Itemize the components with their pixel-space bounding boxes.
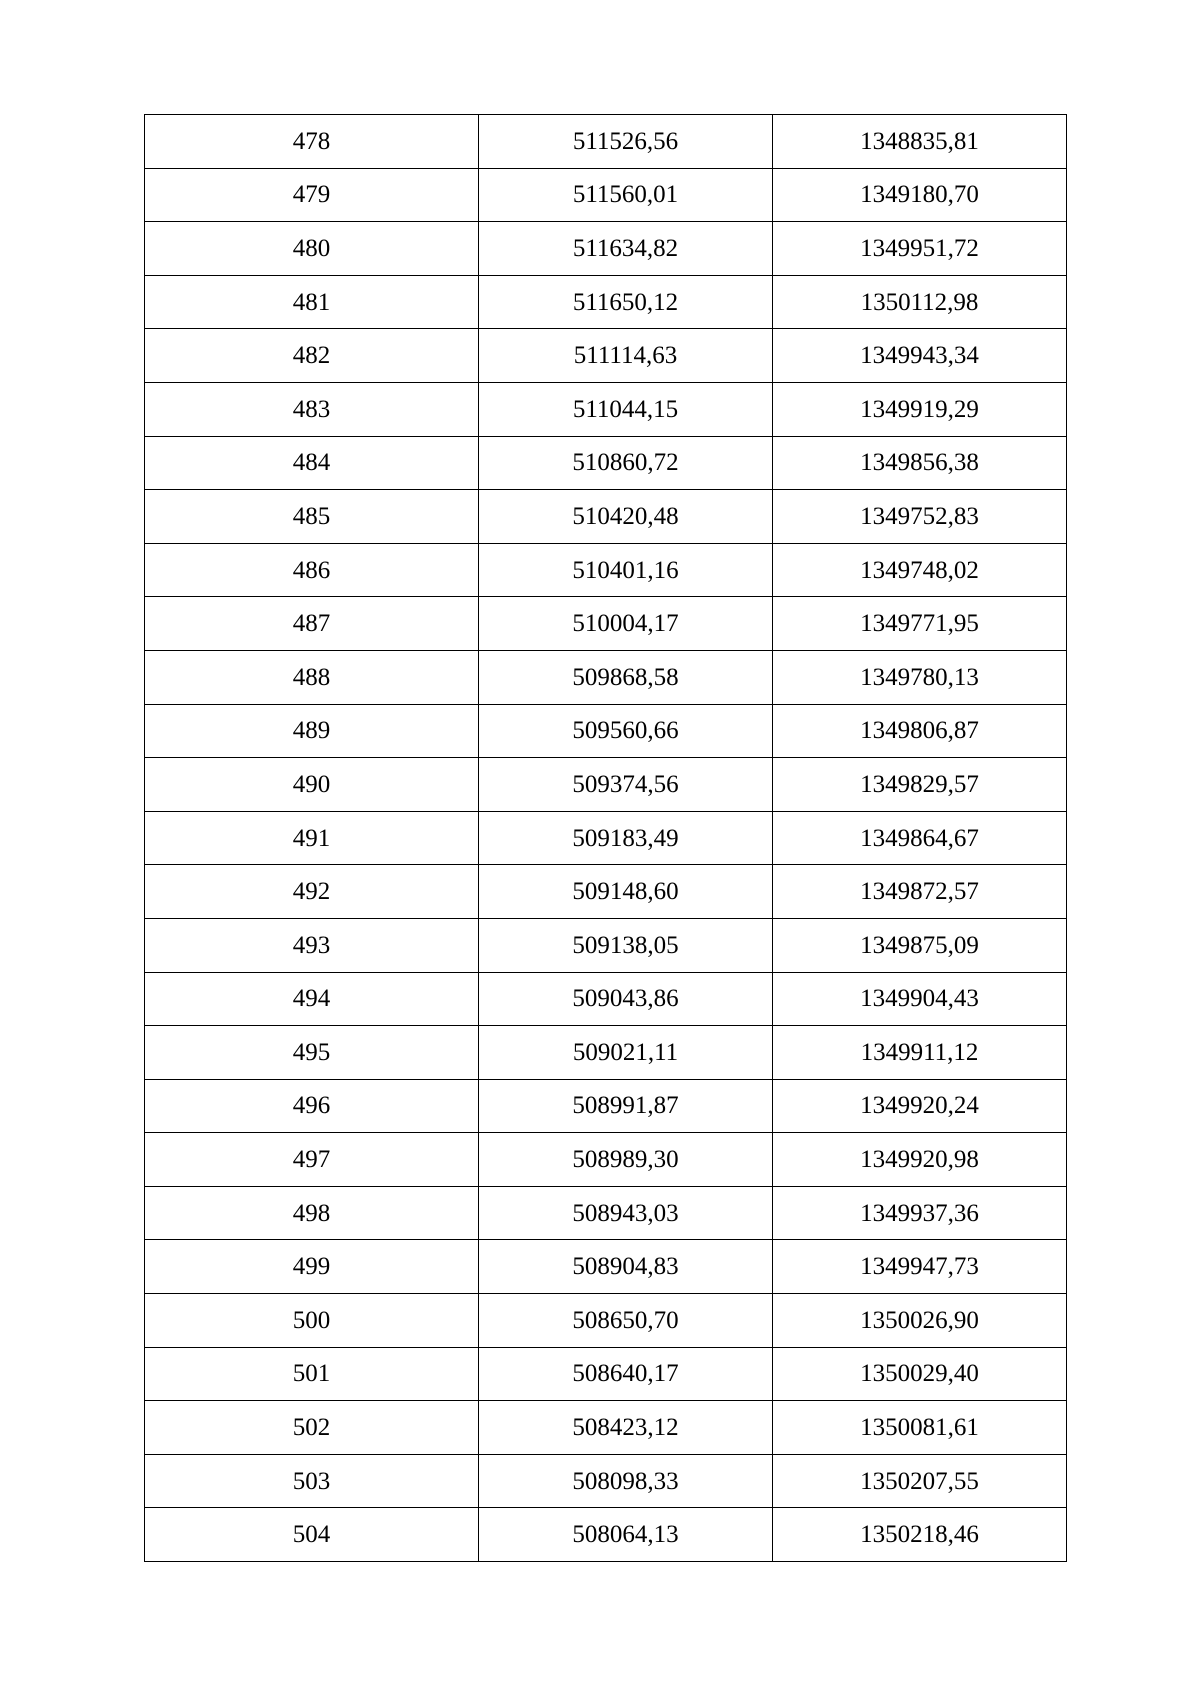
y-coordinate-cell: 1350029,40 bbox=[773, 1347, 1067, 1401]
x-coordinate-cell: 508098,33 bbox=[479, 1454, 773, 1508]
x-coordinate-cell: 510860,72 bbox=[479, 436, 773, 490]
x-coordinate-cell: 510401,16 bbox=[479, 543, 773, 597]
table-row bbox=[145, 1186, 1067, 1240]
table-row bbox=[145, 382, 1067, 436]
y-coordinate-cell: 1349951,72 bbox=[773, 222, 1067, 276]
point-number-cell: 478 bbox=[145, 115, 479, 169]
x-coordinate-cell: 511526,56 bbox=[479, 115, 773, 169]
point-number-cell: 484 bbox=[145, 436, 479, 490]
y-coordinate-cell: 1349919,29 bbox=[773, 382, 1067, 436]
point-number-cell: 491 bbox=[145, 811, 479, 865]
y-coordinate-cell: 1349904,43 bbox=[773, 972, 1067, 1026]
y-coordinate-cell: 1349780,13 bbox=[773, 650, 1067, 704]
table-row bbox=[145, 704, 1067, 758]
y-coordinate-cell: 1350026,90 bbox=[773, 1294, 1067, 1348]
y-coordinate-cell: 1349856,38 bbox=[773, 436, 1067, 490]
point-number-cell: 504 bbox=[145, 1508, 479, 1562]
point-number-cell: 481 bbox=[145, 275, 479, 329]
table-row bbox=[145, 1026, 1067, 1080]
x-coordinate-cell: 508640,17 bbox=[479, 1347, 773, 1401]
x-coordinate-cell: 510420,48 bbox=[479, 490, 773, 544]
x-coordinate-cell: 511044,15 bbox=[479, 382, 773, 436]
y-coordinate-cell: 1349947,73 bbox=[773, 1240, 1067, 1294]
y-coordinate-cell: 1349748,02 bbox=[773, 543, 1067, 597]
x-coordinate-cell: 509148,60 bbox=[479, 865, 773, 919]
point-number-cell: 502 bbox=[145, 1401, 479, 1455]
point-number-cell: 487 bbox=[145, 597, 479, 651]
table-row bbox=[145, 1133, 1067, 1187]
point-number-cell: 493 bbox=[145, 918, 479, 972]
point-number-cell: 498 bbox=[145, 1186, 479, 1240]
x-coordinate-cell: 509560,66 bbox=[479, 704, 773, 758]
y-coordinate-cell: 1349864,67 bbox=[773, 811, 1067, 865]
x-coordinate-cell: 511650,12 bbox=[479, 275, 773, 329]
y-coordinate-cell: 1349943,34 bbox=[773, 329, 1067, 383]
x-coordinate-cell: 511114,63 bbox=[479, 329, 773, 383]
x-coordinate-cell: 511560,01 bbox=[479, 168, 773, 222]
y-coordinate-cell: 1349937,36 bbox=[773, 1186, 1067, 1240]
table-row bbox=[145, 1454, 1067, 1508]
table-row bbox=[145, 1294, 1067, 1348]
x-coordinate-cell: 509868,58 bbox=[479, 650, 773, 704]
x-coordinate-cell: 509138,05 bbox=[479, 918, 773, 972]
point-number-cell: 496 bbox=[145, 1079, 479, 1133]
table-row bbox=[145, 490, 1067, 544]
point-number-cell: 503 bbox=[145, 1454, 479, 1508]
table-row bbox=[145, 1347, 1067, 1401]
table-row bbox=[145, 1240, 1067, 1294]
table-row bbox=[145, 597, 1067, 651]
y-coordinate-cell: 1349920,98 bbox=[773, 1133, 1067, 1187]
table-row bbox=[145, 1508, 1067, 1562]
table-row bbox=[145, 543, 1067, 597]
point-number-cell: 479 bbox=[145, 168, 479, 222]
table-row bbox=[145, 275, 1067, 329]
table-row bbox=[145, 918, 1067, 972]
x-coordinate-cell: 509374,56 bbox=[479, 758, 773, 812]
point-number-cell: 482 bbox=[145, 329, 479, 383]
y-coordinate-cell: 1349875,09 bbox=[773, 918, 1067, 972]
point-number-cell: 500 bbox=[145, 1294, 479, 1348]
x-coordinate-cell: 508991,87 bbox=[479, 1079, 773, 1133]
table-row bbox=[145, 758, 1067, 812]
table-row bbox=[145, 811, 1067, 865]
point-number-cell: 485 bbox=[145, 490, 479, 544]
point-number-cell: 483 bbox=[145, 382, 479, 436]
coordinates-table bbox=[144, 114, 1067, 1562]
y-coordinate-cell: 1350081,61 bbox=[773, 1401, 1067, 1455]
x-coordinate-cell: 510004,17 bbox=[479, 597, 773, 651]
table-row bbox=[145, 650, 1067, 704]
y-coordinate-cell: 1349872,57 bbox=[773, 865, 1067, 919]
x-coordinate-cell: 509043,86 bbox=[479, 972, 773, 1026]
y-coordinate-cell: 1350207,55 bbox=[773, 1454, 1067, 1508]
x-coordinate-cell: 509183,49 bbox=[479, 811, 773, 865]
table-row bbox=[145, 222, 1067, 276]
point-number-cell: 501 bbox=[145, 1347, 479, 1401]
y-coordinate-cell: 1349771,95 bbox=[773, 597, 1067, 651]
x-coordinate-cell: 508423,12 bbox=[479, 1401, 773, 1455]
table-row bbox=[145, 329, 1067, 383]
table-row bbox=[145, 865, 1067, 919]
x-coordinate-cell: 509021,11 bbox=[479, 1026, 773, 1080]
y-coordinate-cell: 1349829,57 bbox=[773, 758, 1067, 812]
point-number-cell: 494 bbox=[145, 972, 479, 1026]
y-coordinate-cell: 1349752,83 bbox=[773, 490, 1067, 544]
y-coordinate-cell: 1350112,98 bbox=[773, 275, 1067, 329]
table-row bbox=[145, 972, 1067, 1026]
point-number-cell: 489 bbox=[145, 704, 479, 758]
table-row bbox=[145, 1401, 1067, 1455]
point-number-cell: 488 bbox=[145, 650, 479, 704]
x-coordinate-cell: 511634,82 bbox=[479, 222, 773, 276]
point-number-cell: 499 bbox=[145, 1240, 479, 1294]
y-coordinate-cell: 1349806,87 bbox=[773, 704, 1067, 758]
x-coordinate-cell: 508989,30 bbox=[479, 1133, 773, 1187]
point-number-cell: 492 bbox=[145, 865, 479, 919]
y-coordinate-cell: 1349911,12 bbox=[773, 1026, 1067, 1080]
point-number-cell: 497 bbox=[145, 1133, 479, 1187]
table-row bbox=[145, 436, 1067, 490]
y-coordinate-cell: 1350218,46 bbox=[773, 1508, 1067, 1562]
table-row bbox=[145, 115, 1067, 169]
x-coordinate-cell: 508064,13 bbox=[479, 1508, 773, 1562]
y-coordinate-cell: 1348835,81 bbox=[773, 115, 1067, 169]
point-number-cell: 486 bbox=[145, 543, 479, 597]
y-coordinate-cell: 1349920,24 bbox=[773, 1079, 1067, 1133]
point-number-cell: 490 bbox=[145, 758, 479, 812]
x-coordinate-cell: 508904,83 bbox=[479, 1240, 773, 1294]
point-number-cell: 480 bbox=[145, 222, 479, 276]
table-row bbox=[145, 1079, 1067, 1133]
table-row bbox=[145, 168, 1067, 222]
x-coordinate-cell: 508650,70 bbox=[479, 1294, 773, 1348]
y-coordinate-cell: 1349180,70 bbox=[773, 168, 1067, 222]
point-number-cell: 495 bbox=[145, 1026, 479, 1080]
x-coordinate-cell: 508943,03 bbox=[479, 1186, 773, 1240]
coordinates-table-body bbox=[145, 115, 1067, 1562]
